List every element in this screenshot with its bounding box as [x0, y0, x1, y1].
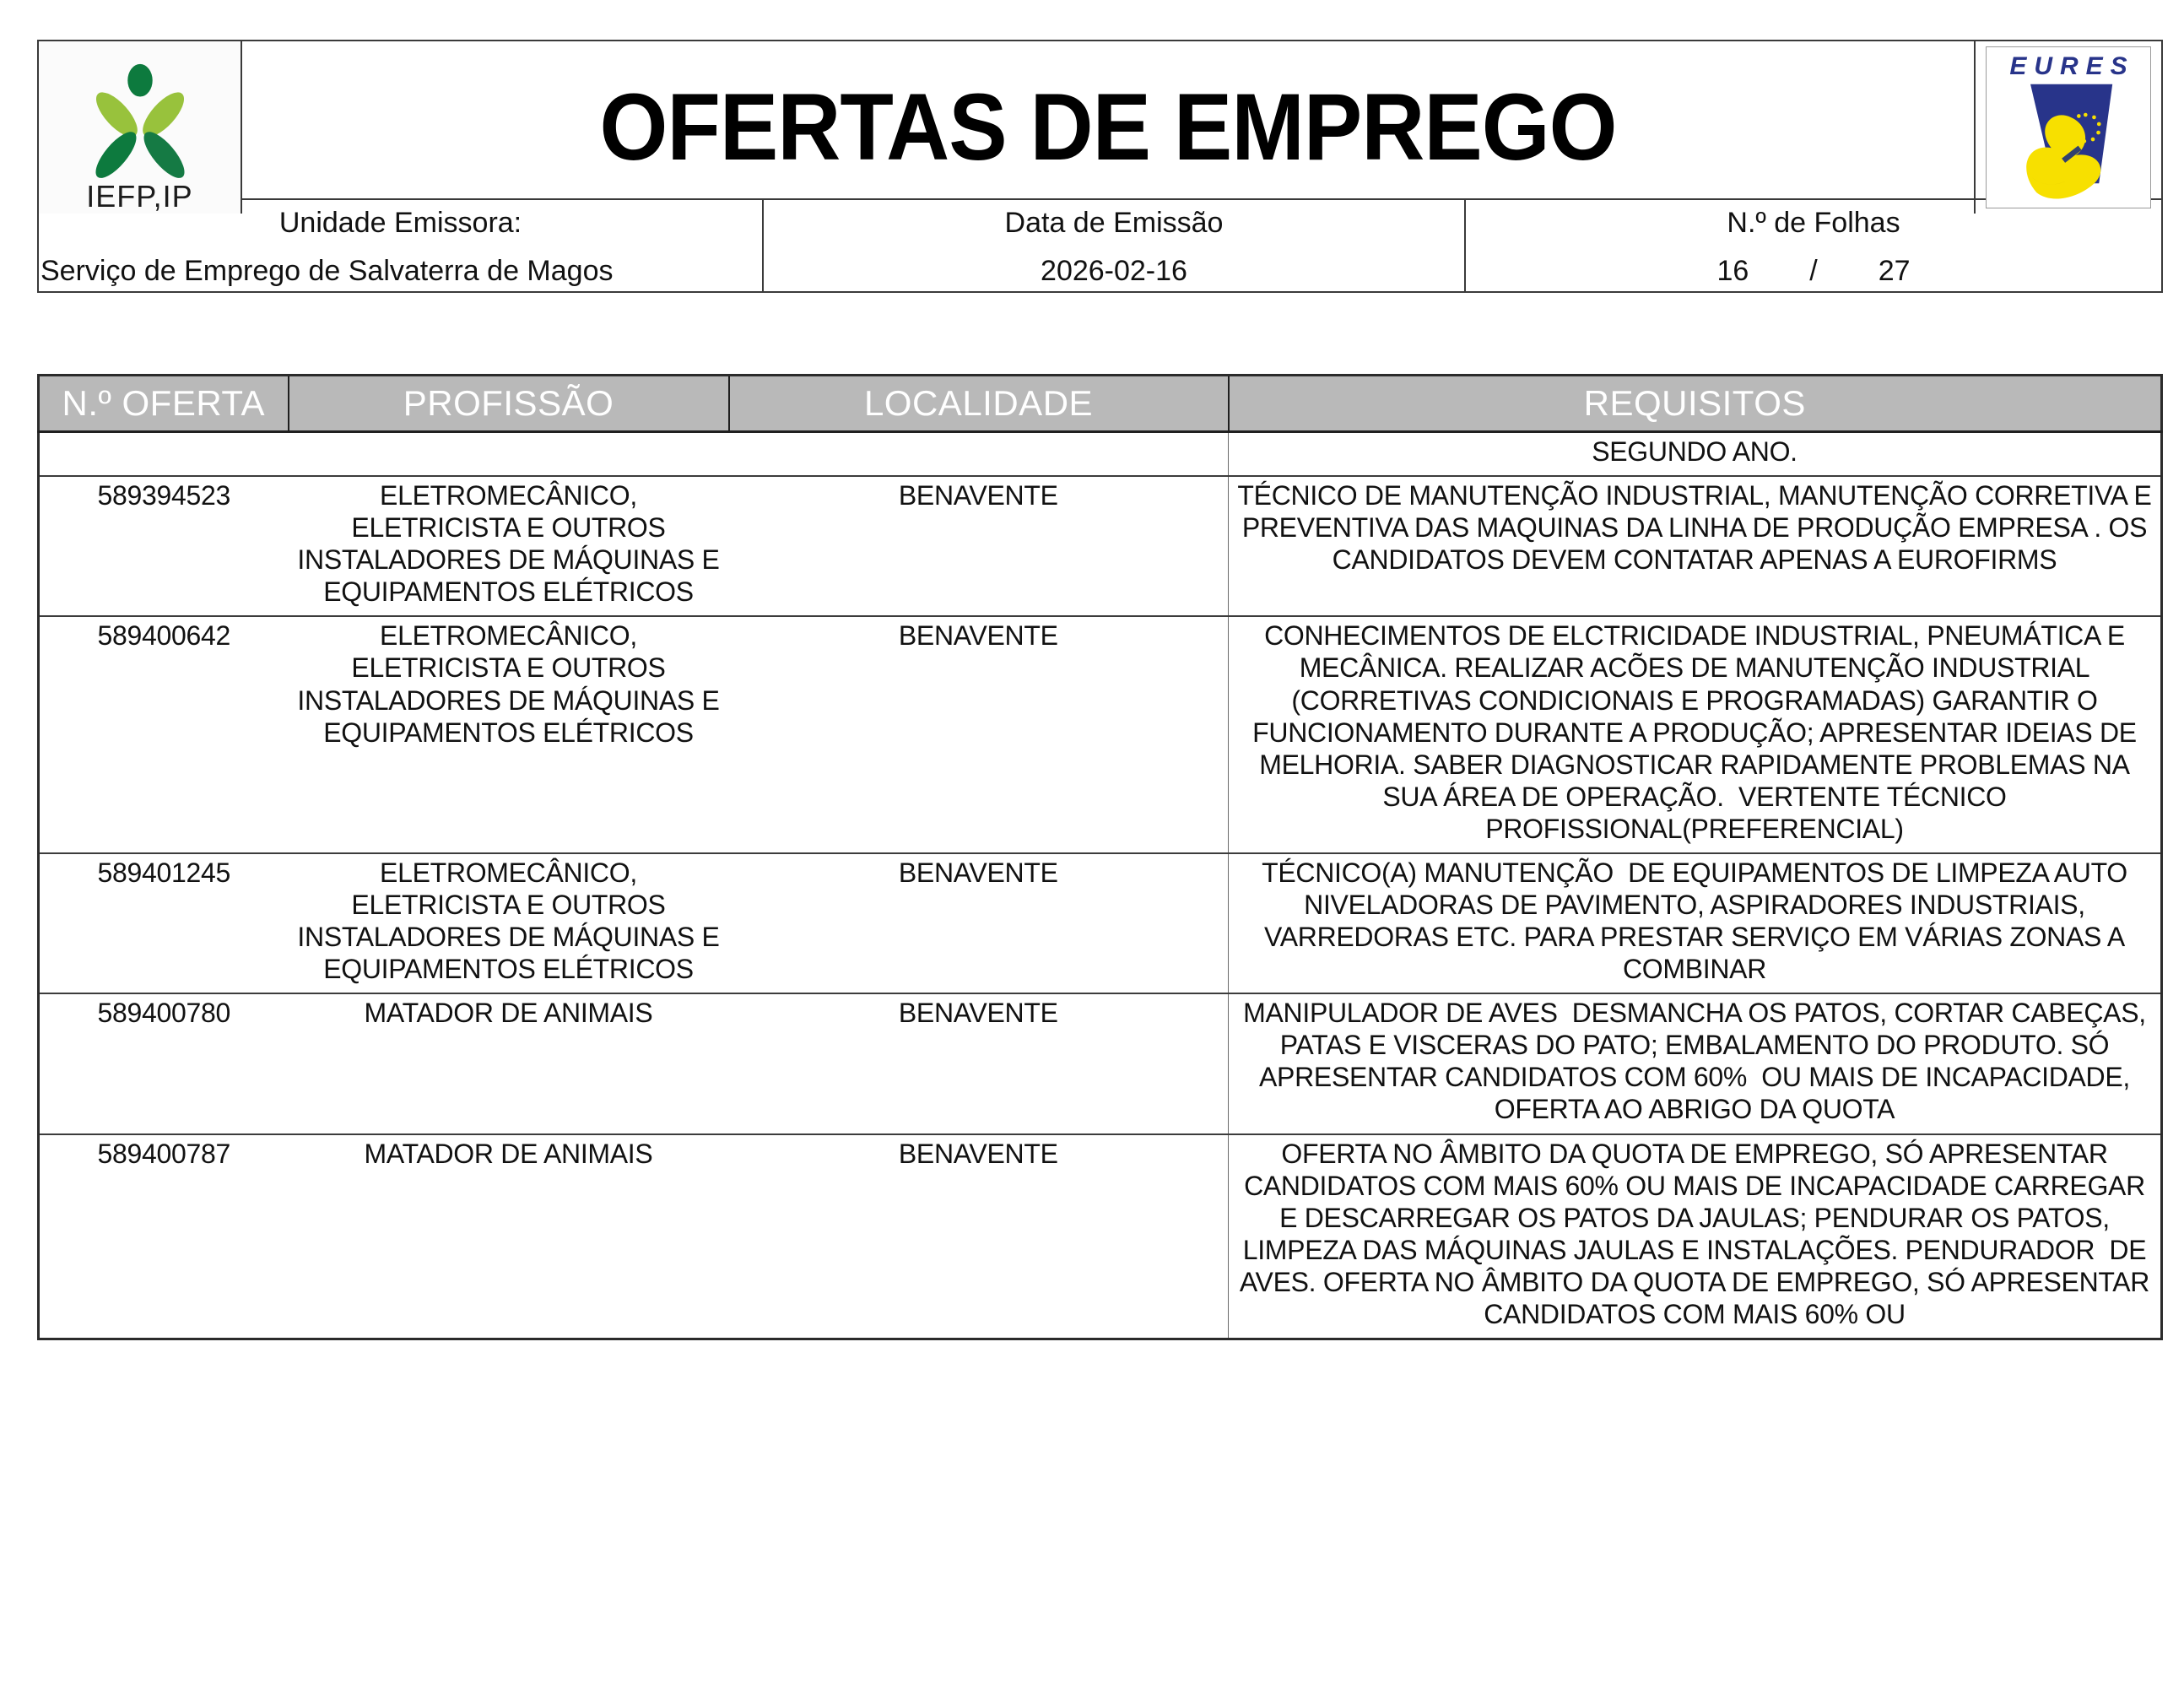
page-title: OFERTAS DE EMPREGO: [599, 73, 1617, 181]
table-row: [39, 1134, 2162, 1339]
num-folhas-value: [1466, 255, 2161, 288]
cell-localidade: BENAVENTE: [729, 476, 1229, 616]
eures-logo-box: [1986, 46, 2151, 208]
job-offers-table: [37, 374, 2163, 1340]
cell-requisitos: CONHECIMENTOS DE ELCTRICIDADE INDUSTRIAL, PNEUMÁTICA E MECÂNICA. REALIZAR ACÕES DE MANUTENÇÃO INDUSTRIAL (CORRETIVAS CONDICIONAIS E PROGRAMADAS) GARANTIR O FUNCIONAMENTO DURANTE A PRODUÇÃO; APRESENTAR IDEIAS DE MELHORIA. SABER DIAGNOSTICAR RAPIDAMENTE PROBLEMAS NA SUA ÁREA DE OPERAÇÃO. VERTENTE TÉCNICO PROFISSIONAL(PREFERENCIAL): [1229, 616, 2162, 853]
cell-requisitos: TÉCNICO DE MANUTENÇÃO INDUSTRIAL, MANUTENÇÃO CORRETIVA E PREVENTIVA DAS MAQUINAS DA LINHA DE PRODUÇÃO EMPRESA . OS CANDIDATOS DEVEM CONTATAR APENAS A EUROFIRMS: [1229, 476, 2162, 616]
cell-requisitos: TÉCNICO(A) MANUTENÇÃO DE EQUIPAMENTOS DE LIMPEZA AUTO NIVELADORAS DE PAVIMENTO, ASPIRADORES INDUSTRIAIS, VARREDORAS ETC. PARA PRESTAR SERVIÇO EM VÁRIAS ZONAS A COMBINAR: [1229, 853, 2162, 993]
iefp-logo-label: IEFP,IP: [86, 179, 193, 214]
iefp-logo-icon: [77, 63, 203, 180]
cell-localidade: BENAVENTE: [729, 993, 1229, 1133]
cell-localidade: BENAVENTE: [729, 853, 1229, 993]
cell-profissao: ELETROMECÂNICO, ELETRICISTA E OUTROS INSTALADORES DE MÁQUINAS E EQUIPAMENTOS ELÉTRICOS: [289, 853, 729, 993]
folhas-current: 16: [1716, 255, 1749, 287]
iefp-logo-cell: [39, 41, 242, 214]
unidade-emissora-value: Serviço de Emprego de Salvaterra de Magos: [41, 255, 614, 287]
data-emissao-value: 2026-02-16: [1041, 255, 1187, 287]
col-header-profissao: PROFISSÃO: [289, 376, 729, 432]
document-header: [37, 40, 2163, 293]
cell-requisitos: MANIPULADOR DE AVES DESMANCHA OS PATOS, CORTAR CABEÇAS, PATAS E VISCERAS DO PATO; EMBALAMENTO DO PRODUTO. SÓ APRESENTAR CANDIDATOS COM 60% OU MAIS DE INCAPACIDADE, OFERTA AO ABRIGO DA QUOTA: [1229, 993, 2162, 1133]
cell-oferta: 589401245: [39, 853, 289, 993]
cell-localidade: BENAVENTE: [729, 616, 1229, 853]
table-row: [39, 616, 2162, 853]
table-row: [39, 853, 2162, 993]
job-offers-section: [37, 374, 2163, 1340]
unidade-emissora-label: Unidade Emissora:: [278, 207, 522, 239]
cell-oferta: 589400787: [39, 1134, 289, 1339]
eures-logo-icon: [2005, 79, 2132, 202]
eures-logo-cell: [1974, 41, 2161, 214]
title-cell: [242, 41, 1974, 214]
cell-profissao: [289, 432, 729, 477]
table-header-row: [39, 376, 2162, 432]
cell-oferta: 589400780: [39, 993, 289, 1133]
folhas-separator: /: [1809, 255, 1818, 287]
cell-requisitos: SEGUNDO ANO.: [1229, 432, 2162, 477]
cell-profissao: MATADOR DE ANIMAIS: [289, 1134, 729, 1339]
col-header-requisitos: REQUISITOS: [1229, 376, 2162, 432]
header-top-row: [37, 40, 2163, 214]
cell-profissao: ELETROMECÂNICO, ELETRICISTA E OUTROS INSTALADORES DE MÁQUINAS E EQUIPAMENTOS ELÉTRICOS: [289, 476, 729, 616]
data-emissao-cell: [762, 200, 1464, 291]
cell-profissao: ELETROMECÂNICO, ELETRICISTA E OUTROS INSTALADORES DE MÁQUINAS E EQUIPAMENTOS ELÉTRICOS: [289, 616, 729, 853]
table-row: [39, 432, 2162, 477]
num-folhas-cell: [1464, 200, 2161, 291]
cell-oferta: [39, 432, 289, 477]
eures-logo-label: EURES: [2009, 52, 2135, 80]
table-row: [39, 993, 2162, 1133]
table-row: [39, 476, 2162, 616]
unidade-emissora-cell: [39, 200, 762, 291]
header-info-row: [37, 200, 2163, 293]
col-header-oferta: N.º OFERTA: [39, 376, 289, 432]
cell-oferta: 589394523: [39, 476, 289, 616]
data-emissao-label: Data de Emissão: [1004, 207, 1224, 239]
folhas-total: 27: [1878, 255, 1911, 287]
cell-profissao: MATADOR DE ANIMAIS: [289, 993, 729, 1133]
cell-localidade: [729, 432, 1229, 477]
col-header-localidade: LOCALIDADE: [729, 376, 1229, 432]
cell-localidade: BENAVENTE: [729, 1134, 1229, 1339]
cell-requisitos: OFERTA NO ÂMBITO DA QUOTA DE EMPREGO, SÓ APRESENTAR CANDIDATOS COM MAIS 60% OU MAIS DE INCAPACIDADE CARREGAR E DESCARREGAR OS PATOS DA JAULAS; PENDURAR OS PATOS, LIMPEZA DAS MÁQUINAS JAULAS E INSTALAÇÕES. PENDURADOR DE AVES. OFERTA NO ÂMBITO DA QUOTA DE EMPREGO, SÓ APRESENTAR CANDIDATOS COM MAIS 60% OU: [1229, 1134, 2162, 1339]
cell-oferta: 589400642: [39, 616, 289, 853]
num-folhas-label: N.º de Folhas: [1727, 207, 1900, 239]
